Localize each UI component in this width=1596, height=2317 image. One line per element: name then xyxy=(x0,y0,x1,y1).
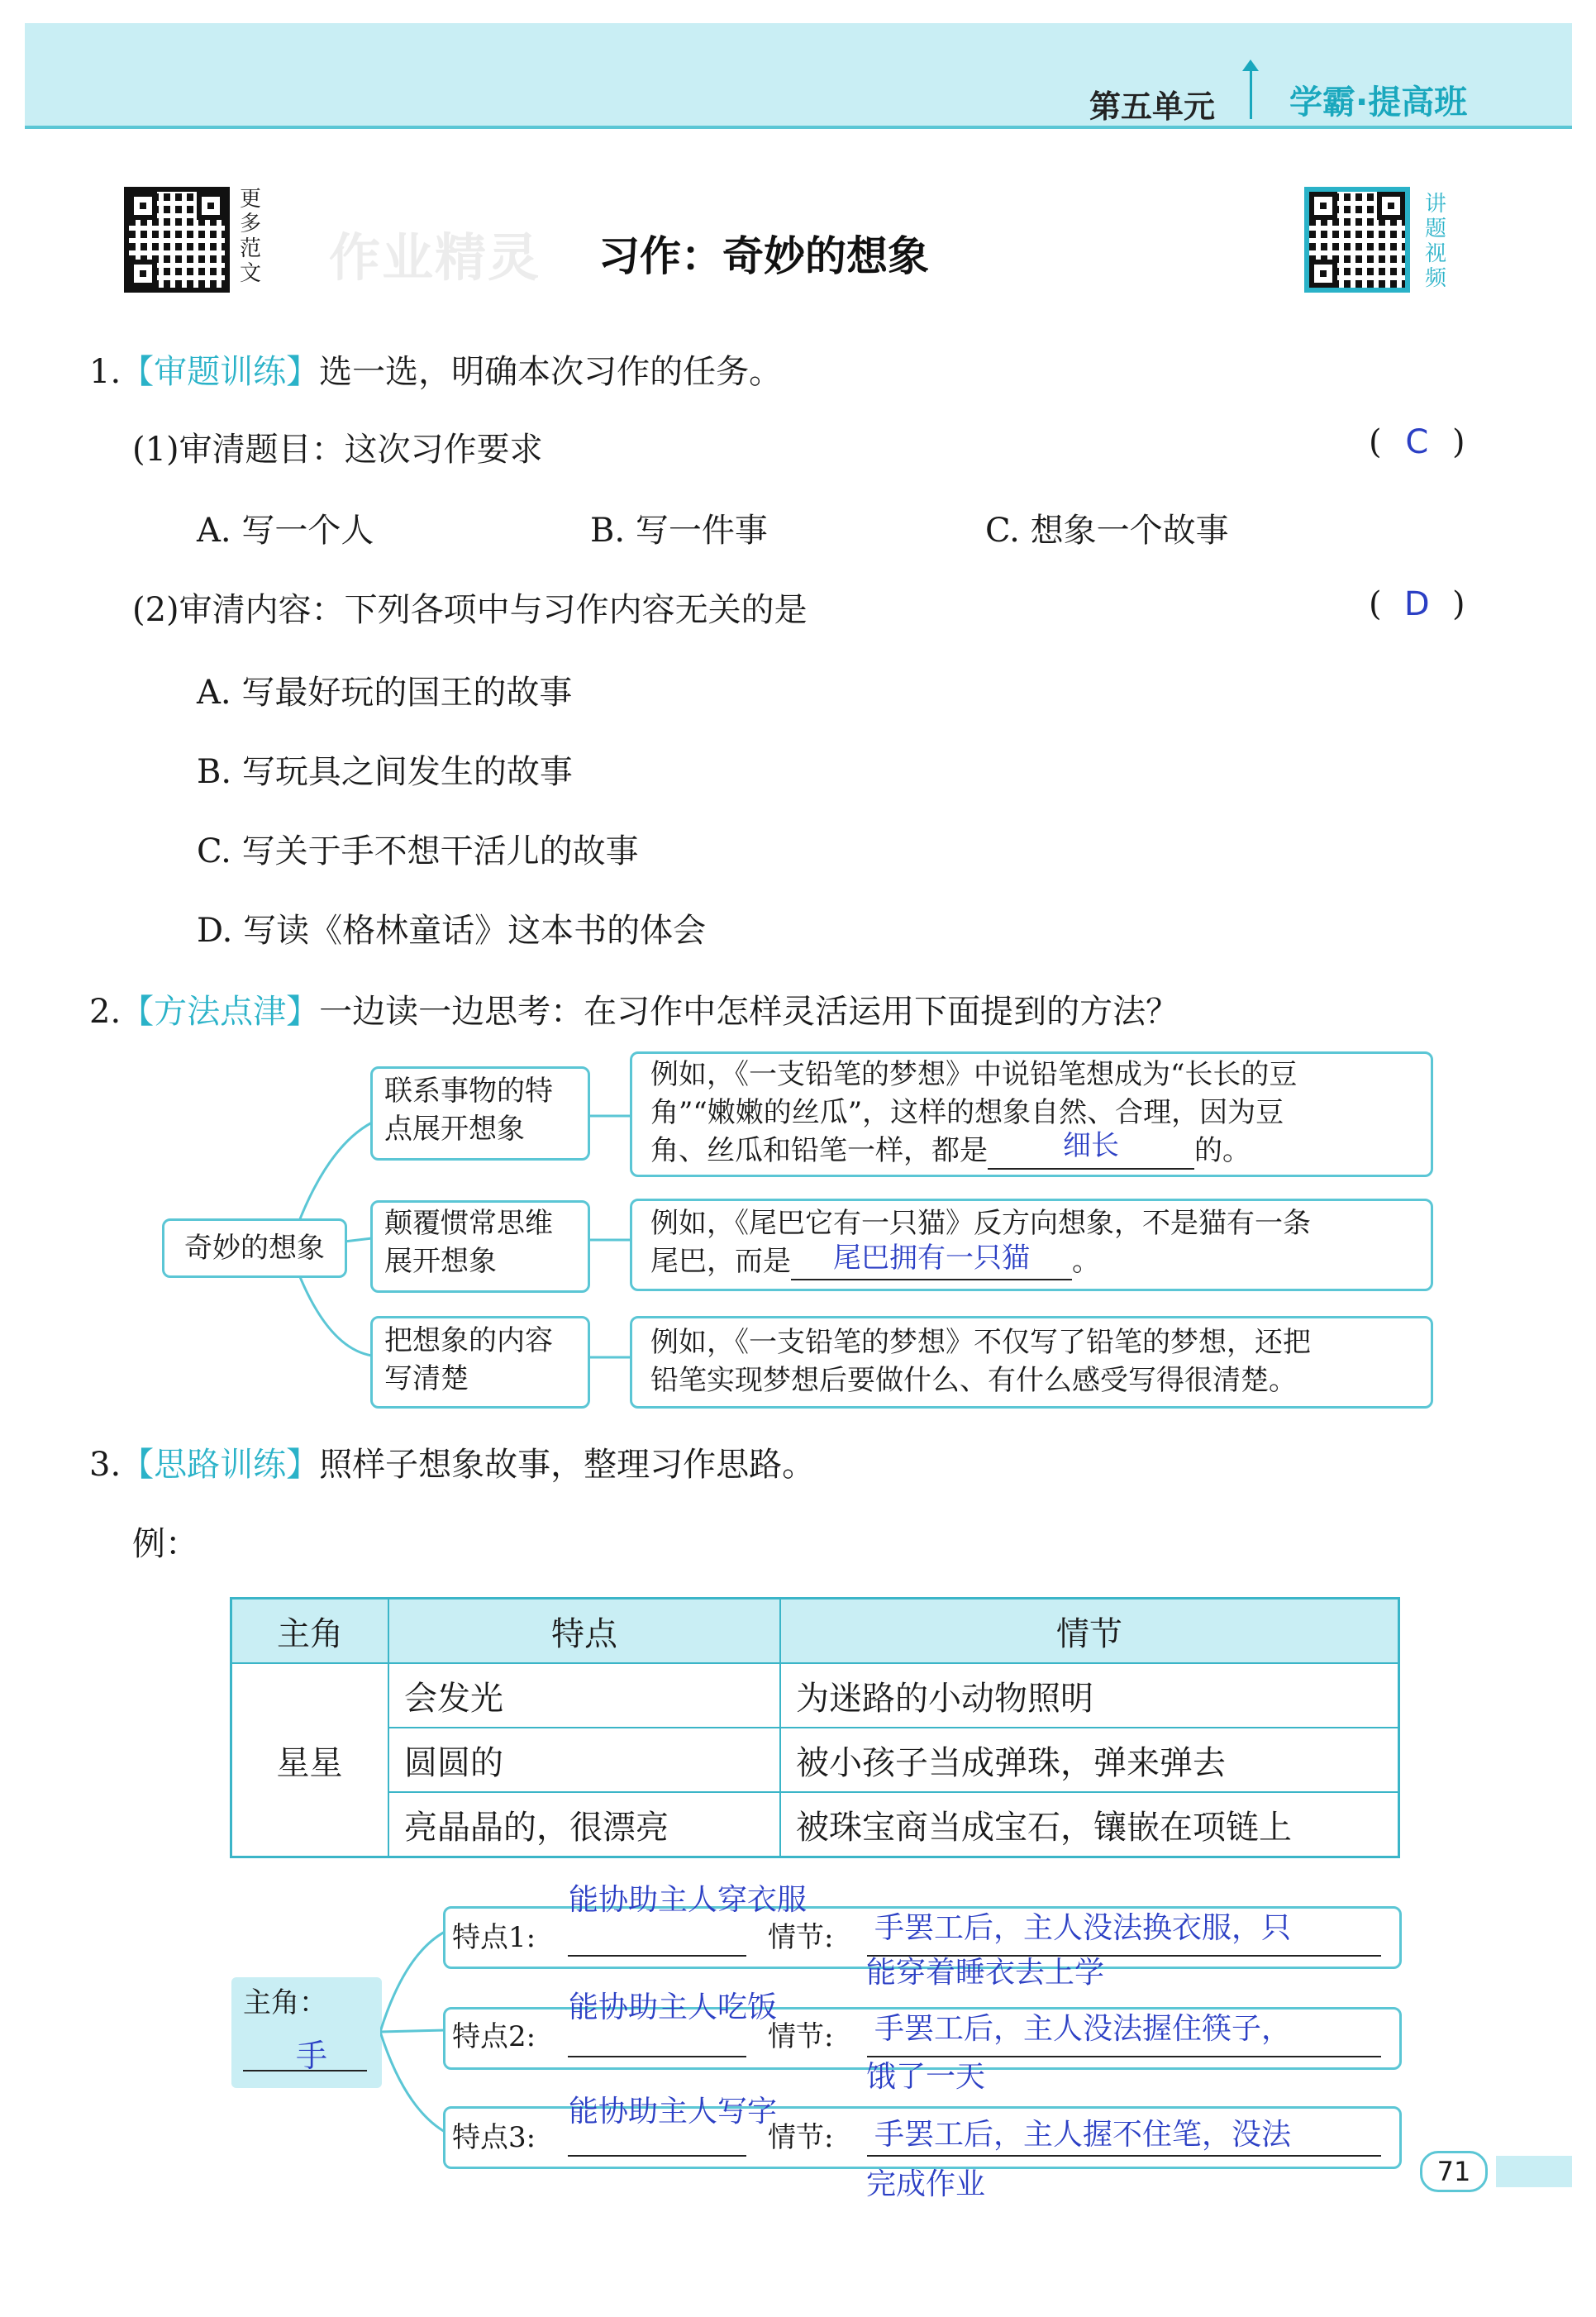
example-box-3: 例如，《一支铅笔的梦想》不仅写了铅笔的梦想，还把 铅笔实现梦想后要做什么、有什么感受写得很清楚。 xyxy=(630,1316,1433,1409)
exercise-connectors xyxy=(380,1886,446,2167)
qr-code-left[interactable] xyxy=(124,187,230,293)
arrow-up-icon xyxy=(1250,64,1252,119)
exercise-row-2: 特点2: 情节: xyxy=(443,2007,1402,2070)
table-row: 星星 会发光 为迷路的小动物照明 xyxy=(231,1663,1399,1728)
question-1-1: (1)审清题目：这次习作要求 xyxy=(132,431,543,469)
example-box-1: 例如，《一支铅笔的梦想》中说铅笔想成为“长长的豆 角”“嫩嫩的丝瓜”，这样的想象自然、合理，因为豆 角、丝瓜和铅笔一样，都是 细长 的。 xyxy=(630,1051,1433,1177)
qr-right-caption: 讲 题 视 频 xyxy=(1424,192,1446,291)
trait-answer: 能协助主人吃饭 xyxy=(569,1990,778,2024)
question-1-2: (2)审清内容：下列各项中与习作内容无关的是 xyxy=(132,591,808,629)
plot-answer: 手罢工后，主人握不住笔，没法 xyxy=(874,2118,1292,2152)
role-answer: 手 xyxy=(296,2038,328,2074)
footer-band xyxy=(1496,2156,1572,2187)
plot-answer: 完成作业 xyxy=(866,2167,986,2201)
header-divider xyxy=(25,126,1572,129)
role-cell: 星星 xyxy=(231,1663,389,1857)
question-1-stem: 1.【审题训练】选一选，明确本次习作的任务。 xyxy=(89,353,783,391)
exercise-row-1: 特点1: 情节: xyxy=(443,1906,1402,1969)
fill-answer: 尾巴拥有一只猫 xyxy=(833,1242,1030,1275)
mind-map-root: 奇妙的想象 xyxy=(162,1218,347,1278)
series-label: 学霸·提高班 xyxy=(1289,83,1468,122)
method-box-2: 颠覆惯常思维 展开想象 xyxy=(370,1200,590,1293)
option: D. 写读《格林童话》这本书的体会 xyxy=(197,912,707,950)
unit-label: 第五单元 xyxy=(1089,88,1216,125)
trait-answer: 能协助主人写字 xyxy=(569,2095,778,2129)
option: A. 写最好玩的国王的故事 xyxy=(197,674,573,712)
option: C. 写关于手不想干活儿的故事 xyxy=(197,832,639,870)
plot-answer: 手罢工后，主人没法握住筷子， xyxy=(874,2012,1292,2046)
role-box: 主角： 手 xyxy=(231,1977,382,2088)
column-header: 特点 xyxy=(388,1599,780,1664)
option: B. 写一件事 xyxy=(590,512,768,550)
option: C. 想象一个故事 xyxy=(985,512,1229,550)
answer-paren-2: ( D ) xyxy=(1369,585,1465,623)
column-header: 情节 xyxy=(780,1599,1399,1664)
example-box-2: 例如，《尾巴它有一只猫》反方向想象，不是猫有一条 尾巴，而是 尾巴拥有一只猫 。 xyxy=(630,1199,1433,1291)
table-row: 圆圆的 被小孩子当成弹珠，弹来弹去 xyxy=(231,1728,1399,1792)
answer-paren-1: ( C ) xyxy=(1369,423,1465,461)
watermark: 作业精灵 xyxy=(329,227,541,288)
plot-answer: 饿了一天 xyxy=(866,2060,986,2094)
option: B. 写玩具之间发生的故事 xyxy=(197,753,573,791)
page-number: 71 xyxy=(1420,2151,1488,2192)
example-label: 例： xyxy=(132,1525,198,1563)
question-3-stem: 3.【思路训练】照样子想象故事，整理习作思路。 xyxy=(89,1446,816,1484)
plot-answer: 手罢工后，主人没法换衣服，只 xyxy=(874,1911,1292,1945)
question-2-stem: 2.【方法点津】一边读一边思考：在习作中怎样灵活运用下面提到的方法？ xyxy=(89,993,1179,1031)
fill-answer: 细长 xyxy=(1063,1129,1119,1162)
example-table xyxy=(230,1597,1400,1858)
method-box-3: 把想象的内容 写清楚 xyxy=(370,1316,590,1409)
qr-left-caption: 更 多 范 文 xyxy=(239,187,261,286)
lesson-title: 习作：奇妙的想象 xyxy=(598,232,929,280)
qr-code-right[interactable] xyxy=(1304,187,1410,293)
plot-answer: 能穿着睡衣去上学 xyxy=(866,1956,1105,1990)
column-header: 主角 xyxy=(231,1599,389,1664)
option: A. 写一个人 xyxy=(197,512,374,550)
exercise-row-3: 特点3: 情节: xyxy=(443,2106,1402,2169)
method-box-1: 联系事物的特 点展开想象 xyxy=(370,1066,590,1161)
table-row: 亮晶晶的，很漂亮 被珠宝商当成宝石，镶嵌在项链上 xyxy=(231,1792,1399,1857)
trait-answer: 能协助主人穿衣服 xyxy=(569,1883,808,1917)
